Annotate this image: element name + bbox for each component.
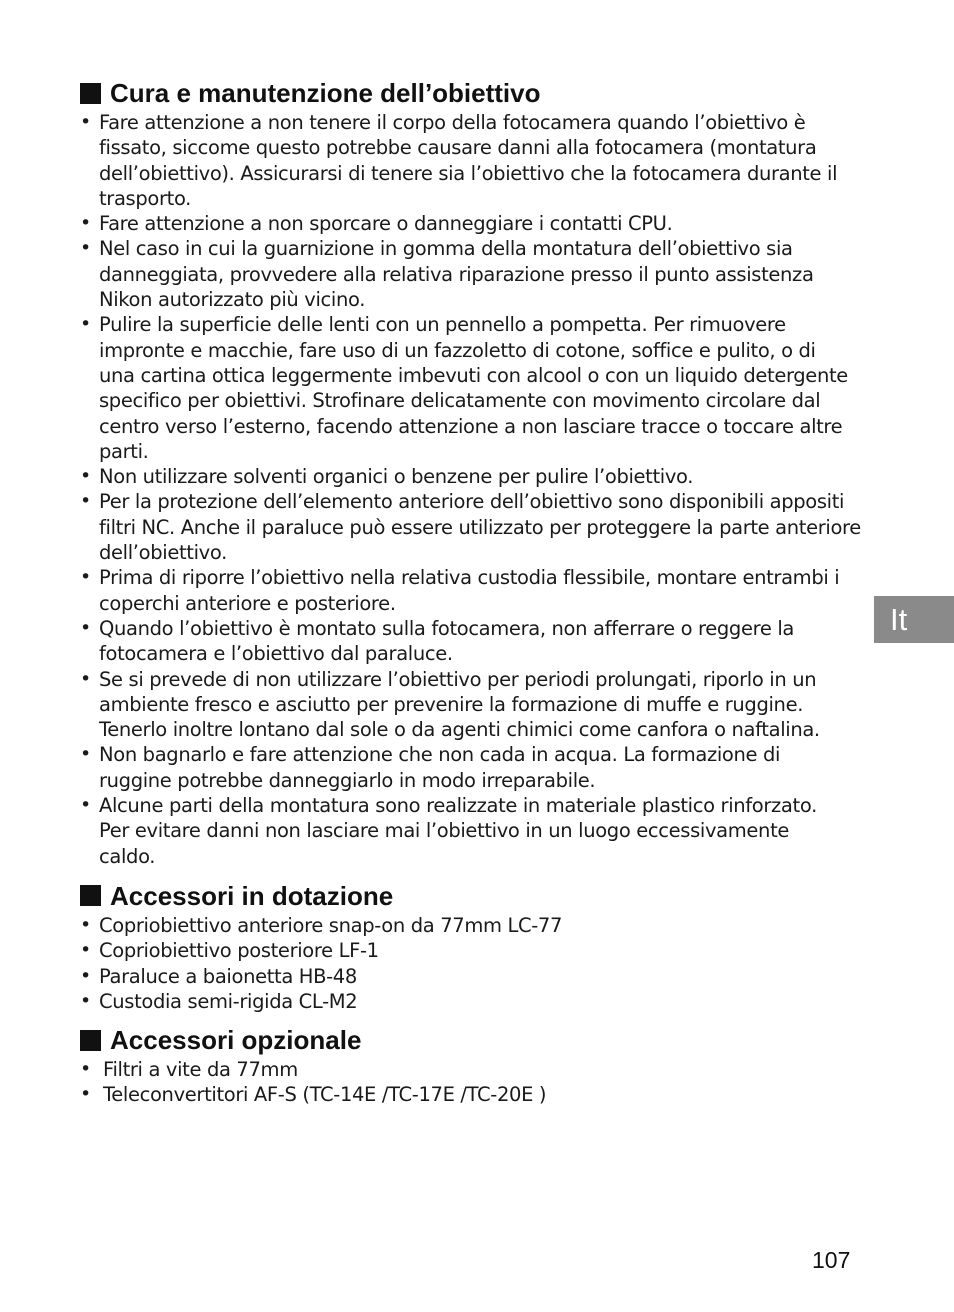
bullet-icon: • (80, 743, 91, 766)
list-item-line: Se si prevede di non utilizzare l’obiettivo per periodi prolungati, riporlo in un (99, 667, 817, 691)
list-item (80, 938, 870, 963)
bullet-icon: • (80, 964, 91, 987)
list-item (80, 913, 870, 938)
list-item (80, 110, 870, 211)
list-item-line: Nikon autorizzato più vicino. (99, 288, 366, 312)
bullet-icon: • (80, 237, 91, 260)
list-item (80, 464, 870, 489)
list-item-line: fotocamera e l’obiettivo dal paraluce. (99, 642, 453, 666)
care-list (80, 110, 870, 869)
list-item-line: centro verso l’esterno, facendo attenzione a non lasciare tracce o toccare altre (99, 414, 843, 438)
list-item-line: Quando l’obiettivo è montato sulla fotocamera, non afferrare o reggere la (99, 616, 795, 640)
section-title-text: Accessori opzionale (110, 1025, 362, 1056)
list-item-line: parti. (99, 439, 149, 463)
list-item (80, 793, 870, 869)
list-item (80, 616, 870, 667)
list-item-line: Pulire la superficie delle lenti con un pennello a pompetta. Per rimuovere (99, 313, 786, 337)
square-bullet-icon (80, 83, 101, 104)
supplied-list (80, 913, 870, 1014)
list-item-line: Custodia semi-rigida CL-M2 (99, 989, 358, 1013)
list-item (80, 742, 870, 793)
list-item-line: Teleconvertitori AF-S (TC-14E /TC-17E /TC-20E ) (103, 1083, 547, 1107)
list-item-line: dell’obiettivo. (99, 541, 227, 565)
list-item-line: Copriobiettivo anteriore snap-on da 77mm LC-77 (99, 913, 563, 937)
bullet-icon: • (80, 913, 91, 936)
optional-list (80, 1057, 870, 1108)
list-item-line: specifico per obiettivi. Strofinare delicatamente con movimento circolare dal (99, 389, 821, 413)
language-tab: It (874, 596, 954, 643)
square-bullet-icon (80, 1030, 101, 1051)
square-bullet-icon (80, 885, 101, 906)
list-item-line: Paraluce a baionetta HB-48 (99, 964, 357, 988)
list-item-line: filtri NC. Anche il paraluce può essere utilizzato per proteggere la parte anteriore (99, 515, 861, 539)
list-item-line: Nel caso in cui la guarnizione in gomma della montatura dell’obiettivo sia (99, 237, 793, 261)
list-item-line: trasporto. (99, 186, 192, 210)
list-item-line: una cartina ottica leggermente imbevuti con alcool o con un liquido detergente (99, 363, 848, 387)
list-item-line: Fare attenzione a non sporcare o danneggiare i contatti CPU. (99, 212, 673, 236)
list-item (80, 667, 870, 743)
list-item (80, 565, 870, 616)
list-item-line: coperchi anteriore e posteriore. (99, 591, 396, 615)
list-item (80, 211, 870, 236)
page-number: 107 (812, 1247, 851, 1273)
section-title-optional (80, 1023, 870, 1057)
bullet-icon: • (80, 616, 91, 639)
bullet-icon: • (80, 989, 91, 1012)
section-title-text: Accessori in dotazione (110, 880, 394, 911)
list-item-line: Non utilizzare solventi organici o benzene per pulire l’obiettivo. (99, 465, 694, 489)
list-item-line: Fare attenzione a non tenere il corpo della fotocamera quando l’obiettivo è (99, 111, 806, 134)
bullet-icon: • (80, 313, 91, 336)
section-title-care (80, 76, 870, 110)
list-item-line: Copriobiettivo posteriore LF-1 (99, 939, 379, 963)
section-title-supplied (80, 879, 870, 913)
bullet-icon: • (80, 212, 91, 235)
list-item-line: Non bagnarlo e fare attenzione che non cada in acqua. La formazione di (99, 743, 781, 767)
list-item-line: caldo. (99, 844, 156, 868)
list-item (80, 312, 870, 464)
list-item-line: Filtri a vite da 77mm (103, 1058, 298, 1082)
list-item (80, 236, 870, 312)
list-item (80, 964, 870, 989)
bullet-icon: • (80, 465, 91, 488)
bullet-icon: • (80, 667, 91, 690)
list-item-line: Per evitare danni non lasciare mai l’obiettivo in un luogo eccessivamente (99, 819, 790, 843)
section-title-text: Cura e manutenzione dell’obiettivo (110, 78, 541, 108)
list-item-line: fissato, siccome questo potrebbe causare danni alla fotocamera (montatura (99, 136, 817, 160)
list-item-line: danneggiata, provvedere alla relativa riparazione presso il punto assistenza (99, 262, 814, 286)
list-item-line: dell’obiettivo). Assicurarsi di tenere sia l’obiettivo che la fotocamera durante il (99, 161, 838, 185)
list-item-line: ambiente fresco e asciutto per prevenire la formazione di muffe e ruggine. (99, 692, 804, 716)
bullet-icon: • (80, 1058, 91, 1081)
list-item-line: Alcune parti della montatura sono realizzate in materiale plastico rinforzato. (99, 794, 817, 818)
list-item-line: Prima di riporre l’obiettivo nella relativa custodia flessibile, montare entrambi i (99, 566, 840, 590)
page-content (80, 76, 870, 1108)
bullet-icon: • (80, 1083, 91, 1106)
list-item (80, 1057, 870, 1082)
bullet-icon: • (80, 794, 91, 817)
list-item-line: impronte e macchie, fare uso di un fazzoletto di cotone, soffice e pulito, o di (99, 338, 816, 362)
list-item (80, 489, 870, 565)
list-item (80, 1082, 870, 1107)
list-item-line: Per la protezione dell’elemento anteriore dell’obiettivo sono disponibili appositi (99, 490, 845, 514)
bullet-icon: • (80, 490, 91, 513)
list-item-line: ruggine potrebbe danneggiarlo in modo irreparabile. (99, 768, 596, 792)
list-item-line: Tenerlo inoltre lontano dal sole o da agenti chimici come canfora o naftalina. (99, 718, 820, 742)
bullet-icon: • (80, 566, 91, 589)
bullet-icon: • (80, 111, 91, 133)
list-item (80, 989, 870, 1014)
bullet-icon: • (80, 939, 91, 962)
